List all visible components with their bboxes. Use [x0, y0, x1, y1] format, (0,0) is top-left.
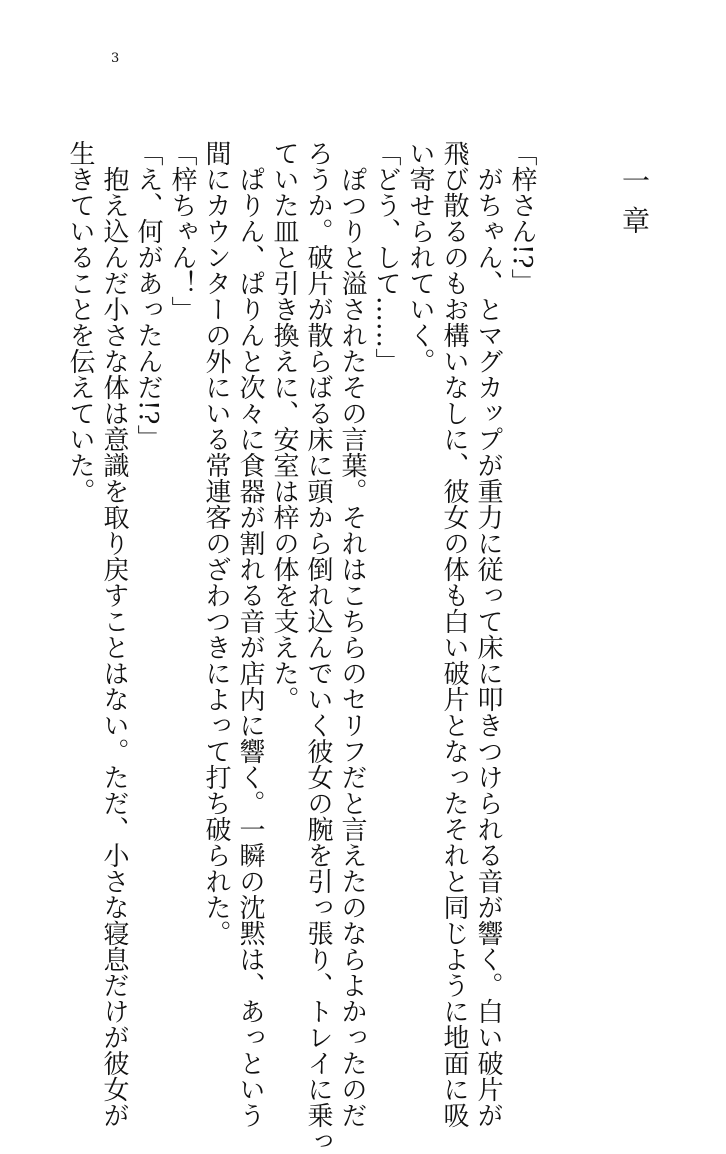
text-line: ていた皿と引き換えに、安室は梓の体を支えた。	[269, 140, 299, 712]
text-line: 生きていることを伝えていた。	[65, 140, 95, 504]
text-line: 抱え込んだ小さな体は意識を取り戻すことはない。ただ、小さな寝息だけが彼女が	[99, 140, 129, 1128]
text-line: 「梓さん!?」	[507, 140, 537, 295]
text-line: 「どう、して……」	[371, 140, 401, 374]
page-number: 3	[111, 51, 120, 66]
text-line: がちゃん、とマグカップが重力に従って床に叩きつけられる音が響く。白い破片が	[473, 140, 503, 1128]
vertical-text-body	[63, 140, 651, 1154]
text-line: ぱりん、ぱりんと次々に食器が割れる音が店内に響く。一瞬の沈黙は、あっという	[235, 140, 265, 1128]
chapter-title: 一章	[618, 166, 651, 246]
text-line: 「え、何があったんだ!?」	[133, 140, 163, 451]
text-line: ろうか。破片が散らばる床に頭から倒れ込んでいく彼女の腕を引っ張り、トレイに乗っ	[303, 140, 333, 1154]
text-line: 「梓ちゃん！」	[167, 140, 197, 322]
text-line: 飛び散るのもお構いなしに、彼女の体も白い破片となったそれと同じように地面に吸	[439, 140, 469, 1128]
text-line: 間にカウンターの外にいる常連客のざわつきによって打ち破られた。	[201, 140, 231, 946]
text-line: ぽつりと溢されたその言葉。それはこちらのセリフだと言えたのならよかったのだ	[337, 140, 367, 1128]
text-line: い寄せられていく。	[405, 140, 435, 374]
